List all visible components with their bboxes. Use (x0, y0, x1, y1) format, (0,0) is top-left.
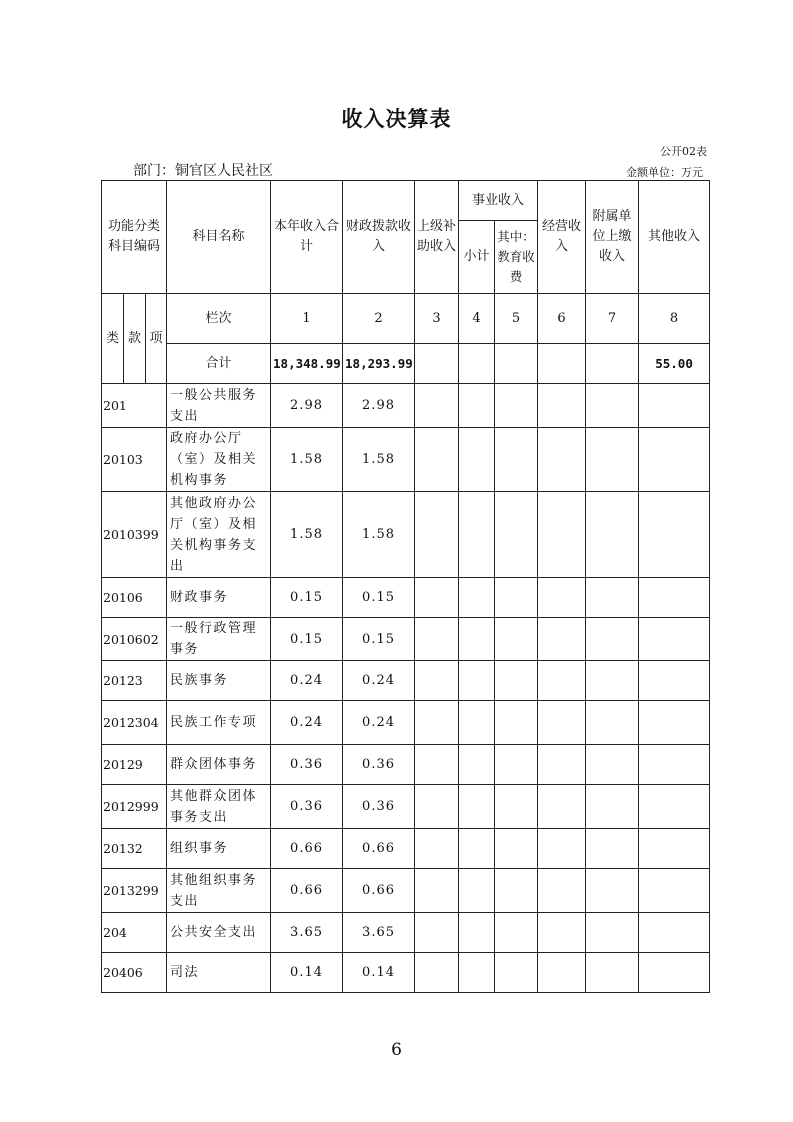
empty-cell (639, 701, 710, 745)
totals-label: 合计 (167, 344, 271, 384)
empty-cell (639, 785, 710, 829)
row-subject-name: 其他群众团体事务支出 (167, 785, 271, 829)
table-row (102, 618, 710, 661)
empty-cell (538, 745, 586, 785)
row-subject-name: 司法 (167, 953, 271, 993)
col-number: 1 (271, 294, 343, 344)
row-fiscal-income: 3.65 (343, 913, 415, 953)
header-affiliated-income: 附属单位上缴收入 (586, 181, 639, 294)
empty-cell (415, 745, 459, 785)
row-subject-name: 公共安全支出 (167, 913, 271, 953)
empty-cell (538, 785, 586, 829)
table-row (102, 745, 710, 785)
row-total-income: 0.15 (271, 618, 343, 661)
table-row (102, 578, 710, 618)
form-number: 公开02表 (660, 145, 707, 158)
row-total-income: 0.14 (271, 953, 343, 993)
empty-cell (495, 618, 538, 661)
empty-cell (538, 578, 586, 618)
empty-cell (459, 578, 495, 618)
empty-cell (459, 745, 495, 785)
empty-cell (639, 745, 710, 785)
empty-cell (459, 953, 495, 993)
empty-cell (415, 578, 459, 618)
row-fiscal-income: 0.36 (343, 785, 415, 829)
empty-cell (538, 913, 586, 953)
table-row (102, 829, 710, 869)
empty-cell (415, 869, 459, 913)
totals-other-income: 55.00 (639, 344, 710, 384)
empty-cell (586, 701, 639, 745)
empty-cell (586, 829, 639, 869)
empty-cell (495, 428, 538, 492)
empty-cell (538, 384, 586, 428)
empty-cell (459, 701, 495, 745)
row-subject-name: 民族事务 (167, 661, 271, 701)
empty-cell (639, 829, 710, 869)
empty-cell (495, 578, 538, 618)
row-code: 201 (102, 384, 167, 428)
row-fiscal-income: 2.98 (343, 384, 415, 428)
empty-cell (538, 428, 586, 492)
row-total-income: 0.36 (271, 745, 343, 785)
row-total-income: 0.24 (271, 661, 343, 701)
empty-cell (538, 953, 586, 993)
row-code: 2012304 (102, 701, 167, 745)
empty-cell (495, 869, 538, 913)
row-total-income: 0.66 (271, 829, 343, 869)
row-fiscal-income: 0.14 (343, 953, 415, 993)
empty-cell (459, 869, 495, 913)
header-section: 款 (124, 294, 146, 384)
empty-cell (459, 618, 495, 661)
table-row (102, 661, 710, 701)
row-subject-name: 一般行政管理事务 (167, 618, 271, 661)
col-number: 8 (639, 294, 710, 344)
header-business-income: 事业收入 (459, 181, 538, 221)
col-number: 7 (586, 294, 639, 344)
row-fiscal-income: 0.66 (343, 829, 415, 869)
row-subject-name: 政府办公厅（室）及相关机构事务 (167, 428, 271, 492)
row-fiscal-income: 0.15 (343, 578, 415, 618)
col-number: 5 (495, 294, 538, 344)
row-total-income: 3.65 (271, 913, 343, 953)
empty-cell (415, 492, 459, 578)
empty-cell (415, 701, 459, 745)
row-code: 2013299 (102, 869, 167, 913)
empty-cell (586, 344, 639, 384)
row-total-income: 1.58 (271, 492, 343, 578)
empty-cell (415, 384, 459, 428)
empty-cell (495, 701, 538, 745)
header-superior-subsidy: 上级补助收入 (415, 181, 459, 294)
row-fiscal-income: 0.15 (343, 618, 415, 661)
empty-cell (459, 829, 495, 869)
header-column-order: 栏次 (167, 294, 271, 344)
header-subtotal: 小计 (459, 221, 495, 294)
col-number: 4 (459, 294, 495, 344)
empty-cell (495, 745, 538, 785)
empty-cell (586, 384, 639, 428)
table-row (102, 913, 710, 953)
row-total-income: 0.36 (271, 785, 343, 829)
row-code: 20103 (102, 428, 167, 492)
row-fiscal-income: 0.36 (343, 745, 415, 785)
empty-cell (538, 701, 586, 745)
empty-cell (459, 785, 495, 829)
empty-cell (639, 578, 710, 618)
table-row (102, 428, 710, 492)
header-item: 项 (146, 294, 167, 384)
empty-cell (415, 661, 459, 701)
empty-cell (495, 492, 538, 578)
empty-cell (538, 618, 586, 661)
row-code: 2012999 (102, 785, 167, 829)
row-code: 2010602 (102, 618, 167, 661)
row-code: 204 (102, 913, 167, 953)
row-total-income: 1.58 (271, 428, 343, 492)
empty-cell (415, 829, 459, 869)
empty-cell (495, 384, 538, 428)
header-other-income: 其他收入 (639, 181, 710, 294)
empty-cell (495, 661, 538, 701)
row-code: 20406 (102, 953, 167, 993)
page-number: 6 (391, 1040, 402, 1060)
empty-cell (538, 829, 586, 869)
row-fiscal-income: 1.58 (343, 428, 415, 492)
col-number: 2 (343, 294, 415, 344)
totals-total-income: 18,348.99 (271, 344, 343, 384)
row-total-income: 0.15 (271, 578, 343, 618)
row-subject-name: 一般公共服务支出 (167, 384, 271, 428)
amount-unit: 金额单位：万元 (626, 166, 703, 179)
empty-cell (415, 953, 459, 993)
row-total-income: 0.24 (271, 701, 343, 745)
empty-cell (415, 785, 459, 829)
empty-cell (586, 578, 639, 618)
empty-cell (538, 661, 586, 701)
table-row (102, 785, 710, 829)
empty-cell (415, 344, 459, 384)
row-fiscal-income: 0.24 (343, 661, 415, 701)
row-subject-name: 民族工作专项 (167, 701, 271, 745)
header-func-class: 功能分类科目编码 (102, 181, 167, 294)
empty-cell (415, 428, 459, 492)
empty-cell (459, 428, 495, 492)
col-number: 6 (538, 294, 586, 344)
empty-cell (639, 913, 710, 953)
page-title: 收入决算表 (341, 107, 452, 131)
row-code: 20106 (102, 578, 167, 618)
header-total-income: 本年收入合计 (271, 181, 343, 294)
row-subject-name: 群众团体事务 (167, 745, 271, 785)
row-fiscal-income: 0.24 (343, 701, 415, 745)
empty-cell (586, 953, 639, 993)
header-operating-income: 经营收入 (538, 181, 586, 294)
table-row (102, 953, 710, 993)
row-code: 2010399 (102, 492, 167, 578)
row-total-income: 2.98 (271, 384, 343, 428)
empty-cell (586, 869, 639, 913)
empty-cell (495, 785, 538, 829)
empty-cell (538, 344, 586, 384)
totals-fiscal-income: 18,293.99 (343, 344, 415, 384)
empty-cell (586, 618, 639, 661)
table-row (102, 384, 710, 428)
empty-cell (586, 745, 639, 785)
table-row (102, 701, 710, 745)
row-subject-name: 其他组织事务支出 (167, 869, 271, 913)
empty-cell (459, 492, 495, 578)
empty-cell (639, 869, 710, 913)
col-number: 3 (415, 294, 459, 344)
row-fiscal-income: 1.58 (343, 492, 415, 578)
empty-cell (639, 492, 710, 578)
header-class: 类 (102, 294, 124, 384)
row-subject-name: 财政事务 (167, 578, 271, 618)
row-subject-name: 组织事务 (167, 829, 271, 869)
empty-cell (586, 492, 639, 578)
empty-cell (459, 913, 495, 953)
empty-cell (459, 384, 495, 428)
empty-cell (639, 661, 710, 701)
empty-cell (586, 661, 639, 701)
row-code: 20132 (102, 829, 167, 869)
row-total-income: 0.66 (271, 869, 343, 913)
table-row (102, 869, 710, 913)
empty-cell (415, 618, 459, 661)
empty-cell (459, 344, 495, 384)
empty-cell (639, 384, 710, 428)
empty-cell (495, 344, 538, 384)
header-edu-fees: 其中：教育收费 (495, 221, 538, 294)
empty-cell (538, 492, 586, 578)
empty-cell (586, 428, 639, 492)
empty-cell (586, 913, 639, 953)
header-subject-name: 科目名称 (167, 181, 271, 294)
empty-cell (639, 428, 710, 492)
empty-cell (415, 913, 459, 953)
income-table (101, 180, 710, 993)
empty-cell (639, 618, 710, 661)
empty-cell (495, 829, 538, 869)
empty-cell (639, 953, 710, 993)
empty-cell (586, 785, 639, 829)
empty-cell (495, 953, 538, 993)
empty-cell (495, 913, 538, 953)
empty-cell (459, 661, 495, 701)
table-row (102, 492, 710, 578)
row-code: 20123 (102, 661, 167, 701)
header-fiscal-income: 财政拨款收入 (343, 181, 415, 294)
row-fiscal-income: 0.66 (343, 869, 415, 913)
department-label: 部门：铜官区人民社区 (133, 163, 273, 179)
row-code: 20129 (102, 745, 167, 785)
row-subject-name: 其他政府办公厅（室）及相关机构事务支出 (167, 492, 271, 578)
empty-cell (538, 869, 586, 913)
